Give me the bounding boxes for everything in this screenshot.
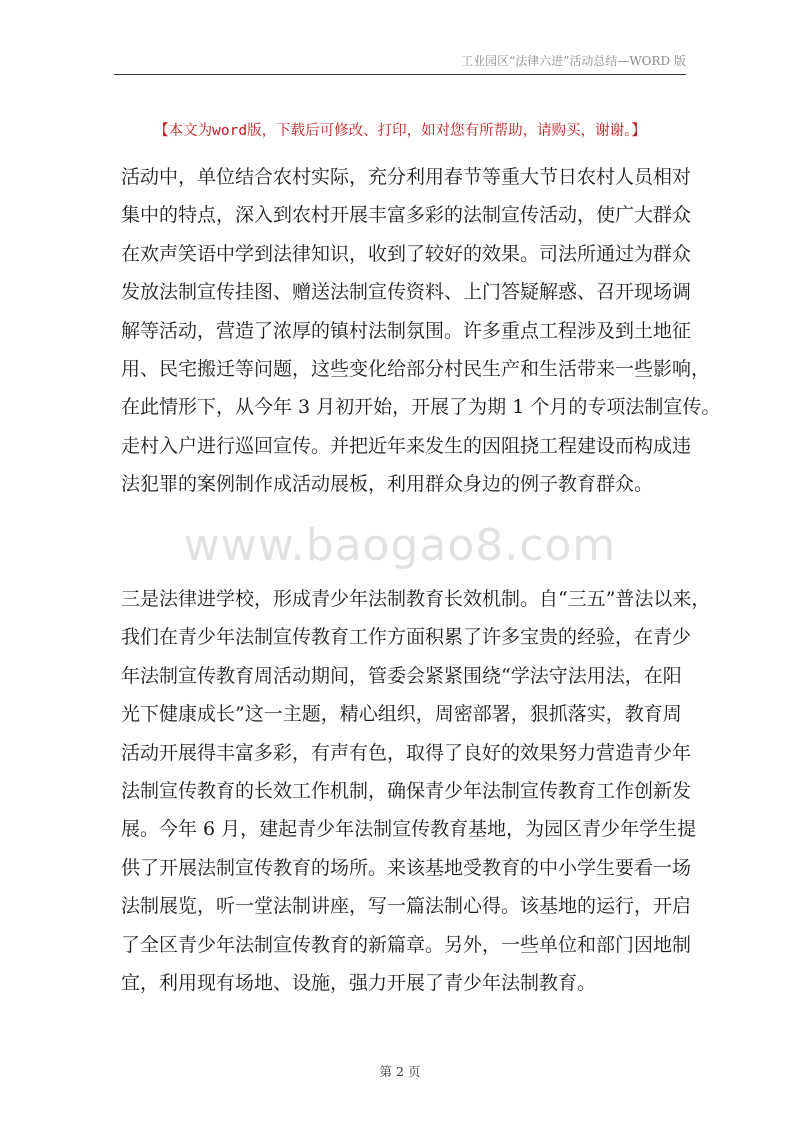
text-line: 三是法律进学校，形成青少年法制教育长效机制。自“三五”普法以来，	[121, 588, 711, 610]
paragraph-rural-activities	[121, 158, 721, 504]
text-line: 了全区青少年法制宣传教育的新篇章。另外，一些单位和部门因地制	[121, 933, 692, 956]
text-line: 光下健康成长”这一主题，精心组织，周密部署，狠抓落实，教育周	[121, 703, 682, 726]
paragraph-law-into-schools	[121, 580, 711, 1002]
text-line: 宜，利用现有场地、设施，强力开展了青少年法制教育。	[121, 972, 597, 995]
watermark: www.baogao8.com	[183, 520, 617, 571]
header-divider	[114, 74, 686, 75]
text-line: 我们在青少年法制宣传教育工作方面积累了许多宝贵的经验，在青少	[121, 626, 692, 649]
text-line: 展。今年 6 月，建起青少年法制宣传教育基地，为园区青少年学生提	[121, 818, 697, 841]
text-line: 年法制宣传教育周活动期间，管委会紧紧围绕“学法守法用法，在阳	[121, 664, 682, 687]
text-line: 用、民宅搬迁等问题，这些变化给部分村民生产和生活带来一些影响，	[121, 358, 711, 381]
page-header: 工业园区“法律六进”活动总结—WORD 版	[461, 54, 686, 68]
text-line: 活动开展得丰富多彩，有声有色，取得了良好的效果努力营造青少年	[121, 741, 692, 764]
text-line: 供了开展法制宣传教育的场所。来该基地受教育的中小学生要看一场	[121, 856, 692, 879]
text-line: 法犯罪的案例制作成活动展板，利用群众身边的例子教育群众。	[121, 473, 654, 496]
text-line: 发放法制宣传挂图、赠送法制宣传资料、上门答疑解惑、召开现场调	[121, 281, 692, 304]
text-line: 集中的特点，深入到农村开展丰富多彩的法制宣传活动，使广大群众	[121, 204, 692, 227]
text-line: 活动中，单位结合农村实际，充分利用春节等重大节日农村人员相对	[121, 166, 692, 188]
text-line: 走村入户进行巡回宣传。并把近年来发生的因阻挠工程建设而构成违	[121, 434, 692, 457]
text-line: 法制展览，听一堂法制讲座，写一篇法制心得。该基地的运行，开启	[121, 895, 692, 918]
purchase-notice: 【本文为word版，下载后可修改、打印，如对您有所帮助，请购买，谢谢。】	[154, 123, 646, 139]
text-line: 解等活动，营造了浓厚的镇村法制氛围。许多重点工程涉及到土地征	[121, 319, 692, 342]
text-line: 在欢声笑语中学到法律知识，收到了较好的效果。司法所通过为群众	[121, 242, 692, 265]
page-number: 第 2 页	[379, 1064, 421, 1079]
text-line: 法制宣传教育的长效工作机制，确保青少年法制宣传教育工作创新发	[121, 780, 692, 803]
text-line: 在此情形下，从今年 3 月初开始，开展了为期 1 个月的专项法制宣传。	[121, 396, 721, 419]
